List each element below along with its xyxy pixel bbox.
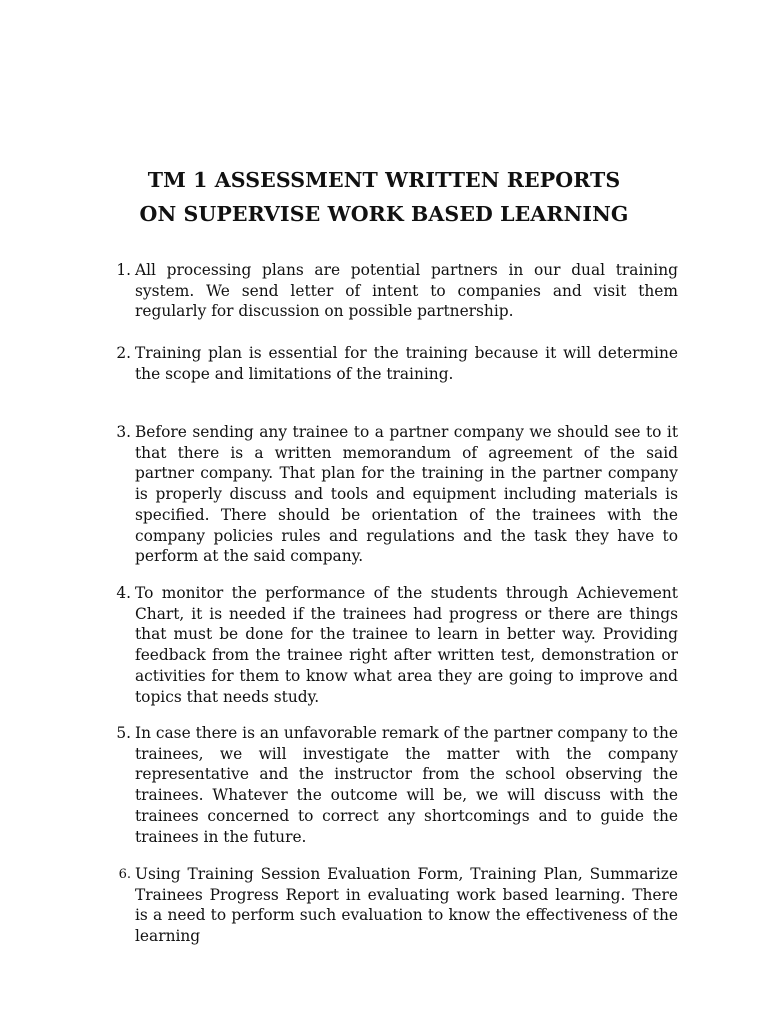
list-item-number: 3. [116,423,131,441]
list-item [107,723,678,847]
list-item [107,343,678,384]
list-item-number: 6. [118,867,131,882]
list-item-text: Using Training Session Evaluation Form, Training Plan, Summarize Trainees Progress Report in evaluating work based learning. There is a need to perform such evaluation to know the effectiveness of the learning [135,865,678,946]
document-title-line-2: ON SUPERVISE WORK BASED LEARNING [139,202,629,226]
list-item-text: All processing plans are potential partners in our dual training system. We send letter of intent to companies and visit them regularly for discussion on possible partnership. [135,261,678,321]
list-item [107,583,678,707]
list-item-number: 4. [116,584,131,602]
list-item-number: 2. [116,344,131,362]
list-item-text: Training plan is essential for the training because it will determine the scope and limitations of the training. [135,344,678,383]
list-item-number: 5. [116,724,131,742]
list-item-text: Before sending any trainee to a partner company we should see to it that there is a written memorandum of agreement of the said partner company. That plan for the training in the partner company is properly discuss and tools and equipment including materials is specified. There should be orientation of the trainees with the company policies rules and regulations and the task they have to perform at the said company. [135,423,678,566]
list-item-text: In case there is an unfavorable remark of the partner company to the trainees, we will investigate the matter with the company representative and the instructor from the school observing the trainees. Whatever the outcome will be, we will discuss with the trainees concerned to correct any shortcomings and to guide the trainees in the future. [135,724,678,846]
document-title-line-1: TM 1 ASSESSMENT WRITTEN REPORTS [147,168,621,192]
list-item-number: 1. [116,261,131,279]
list-item [107,422,678,567]
list-item [107,864,678,947]
list-item-text: To monitor the performance of the students through Achievement Chart, it is needed if the trainees had progress or there are things that must be done for the trainee to learn in better way. Providing feedback from the trainee right after written test, demonstration or activities for them to know what area they are going to improve and topics that needs study. [135,584,678,706]
list-item [107,260,678,322]
